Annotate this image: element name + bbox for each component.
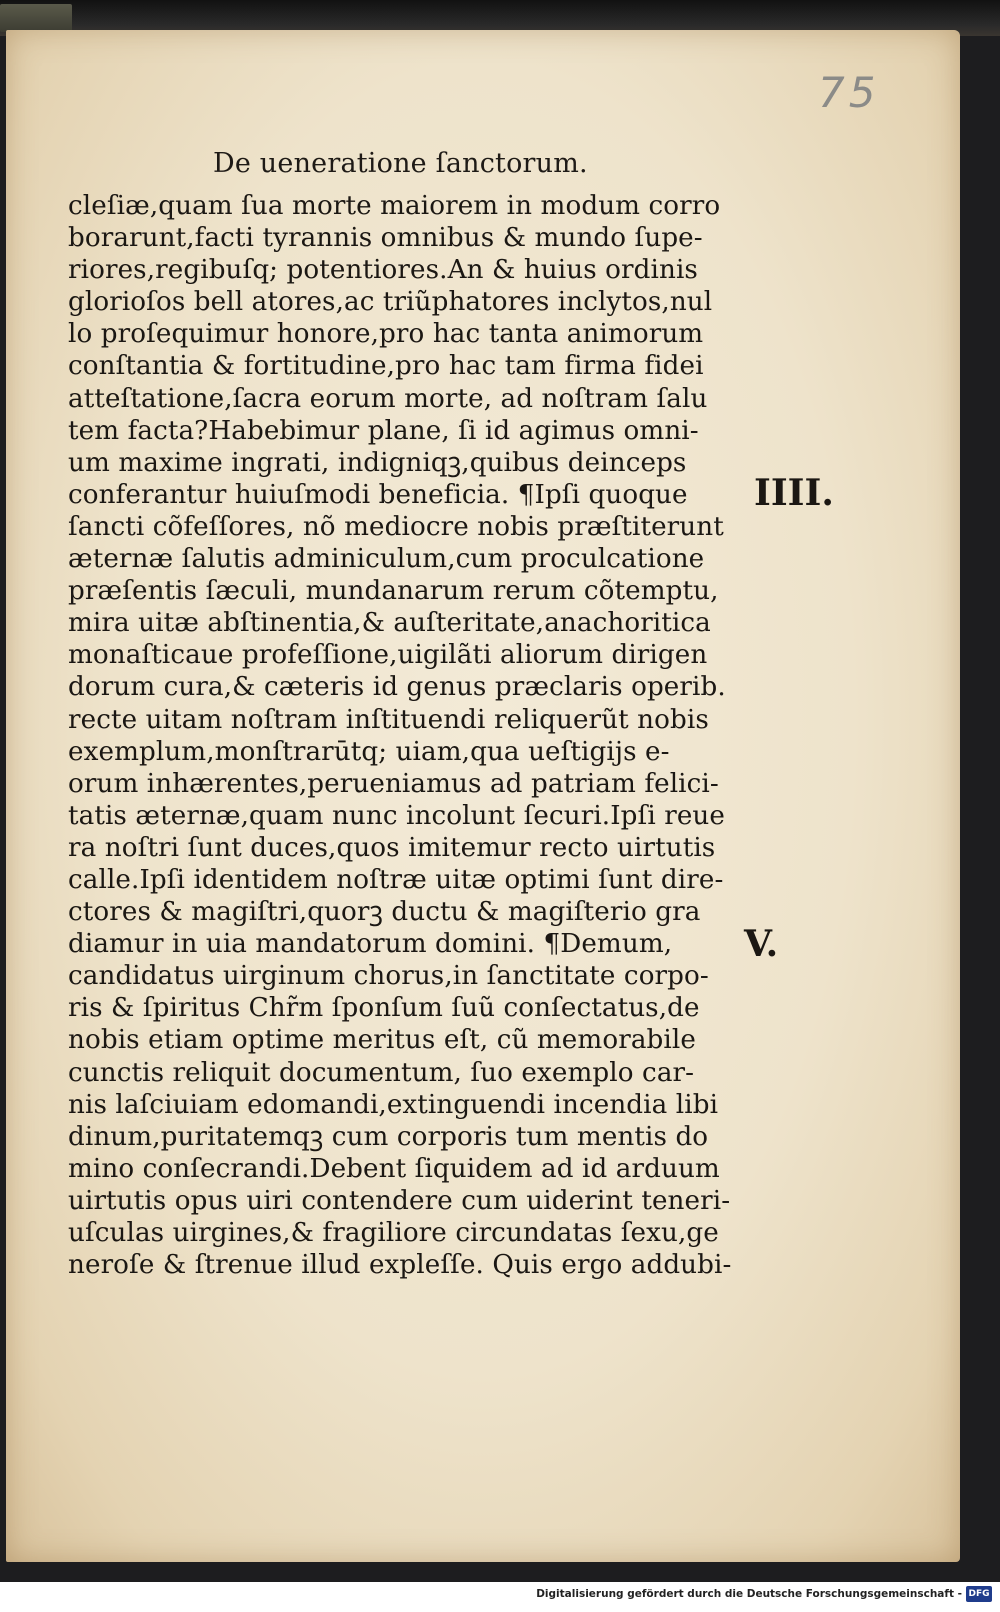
text-line: ſancti cõfeſſores, nõ mediocre nobis præſtiterunt	[68, 511, 724, 542]
book-page	[6, 30, 960, 1562]
text-line: nis laſciuiam edomandi,extinguendi incendia libi	[68, 1089, 719, 1120]
text-line: uſculas uirgines,& fragiliore circundatas ſexu,ge	[68, 1218, 719, 1248]
text-line: tem facta?Habebimur plane, ſi id agimus omni-	[68, 415, 699, 446]
text-line: diamur in uia mandatorum domini. ¶Demum,	[68, 929, 673, 960]
margin-marker-iiii: IIII.	[754, 472, 834, 514]
text-line: monaſticaue profeſſione,uigilãti aliorum dirigen	[68, 640, 708, 671]
funding-credit: Digitalisierung gefördert durch die Deutsche Forschungsgemeinschaft -	[536, 1588, 962, 1600]
text-line: borarunt,facti tyrannis omnibus & mundo ſupe-	[68, 223, 703, 254]
text-line: exemplum,monſtrarūtq; uiam,qua ueſtigijs e-	[68, 736, 670, 767]
text-line: mira uitæ abſtinentia,& auſteritate,anachoritica	[68, 608, 711, 639]
text-line: glorioſos bell atores,ac triũphatores inclytos,nul	[68, 287, 713, 318]
text-line: æternæ ſalutis adminiculum,cum proculcatione	[68, 544, 705, 575]
dfg-logo-icon: DFG	[966, 1586, 992, 1602]
text-line: conſtantia & fortitudine,pro hac tam firma fidei	[68, 351, 704, 382]
text-line: recte uitam noſtram inſtituendi reliquerũt nobis	[68, 704, 709, 735]
binding-tab	[0, 4, 72, 32]
running-head: De ueneratione ſanctorum.	[213, 148, 588, 179]
footer-bar	[0, 1582, 1000, 1612]
text-line: calle.Ipſi identidem noſtræ uitæ optimi ſunt dire-	[68, 864, 724, 895]
text-line: atteſtatione,ſacra eorum morte, ad noſtram ſalu	[68, 383, 708, 414]
text-line: tatis æternæ,quam nunc incolunt ſecuri.Ipſi reue	[68, 800, 725, 831]
text-line: præſentis ſæculi, mundanarum rerum cõtemptu,	[68, 576, 719, 607]
margin-marker-v: V.	[744, 923, 779, 965]
folio-number: 75	[818, 68, 880, 117]
text-line: nobis etiam optime meritus eſt, cũ memorabile	[68, 1025, 696, 1056]
text-line: orum inhærentes,perueniamus ad patriam felici-	[68, 768, 719, 799]
text-line: ctores & magiſtri,quorꝫ ductu & magiſterio gra	[68, 897, 701, 928]
body-text	[68, 190, 744, 1281]
text-line: ris & ſpiritus Chr̃m ſponſum ſuũ conſectatus,de	[68, 993, 700, 1024]
text-line: ra noſtri ſunt duces,quos imitemur recto uirtutis	[68, 832, 716, 863]
text-line: cleſiæ,quam ſua morte maiorem in modum corro	[68, 191, 721, 221]
text-line: lo proſequimur honore,pro hac tanta animorum	[68, 319, 704, 350]
text-line: dinum,puritatemqꝫ cum corporis tum mentis do	[68, 1121, 709, 1152]
text-line: cunctis reliquit documentum, ſuo exemplo car-	[68, 1057, 695, 1088]
text-line: um maxime ingrati, indigniqꝫ,quibus deinceps	[68, 447, 687, 478]
text-line: riores,regibuſq; potentiores.An & huius ordinis	[68, 255, 698, 286]
text-line: dorum cura,& cæteris id genus præclaris operib.	[68, 672, 726, 703]
text-line: mino conſecrandi.Debent ſiquidem ad id arduum	[68, 1153, 720, 1184]
text-line: conferantur huiuſmodi beneficia. ¶Ipſi quoque	[68, 479, 688, 510]
text-line: uirtutis opus uiri contendere cum uiderint teneri-	[68, 1185, 731, 1216]
text-line: neroſe & ſtrenue illud expleſſe. Quis ergo addubi-	[68, 1250, 732, 1281]
text-line: candidatus uirginum chorus,in ſanctitate corpo-	[68, 961, 709, 992]
